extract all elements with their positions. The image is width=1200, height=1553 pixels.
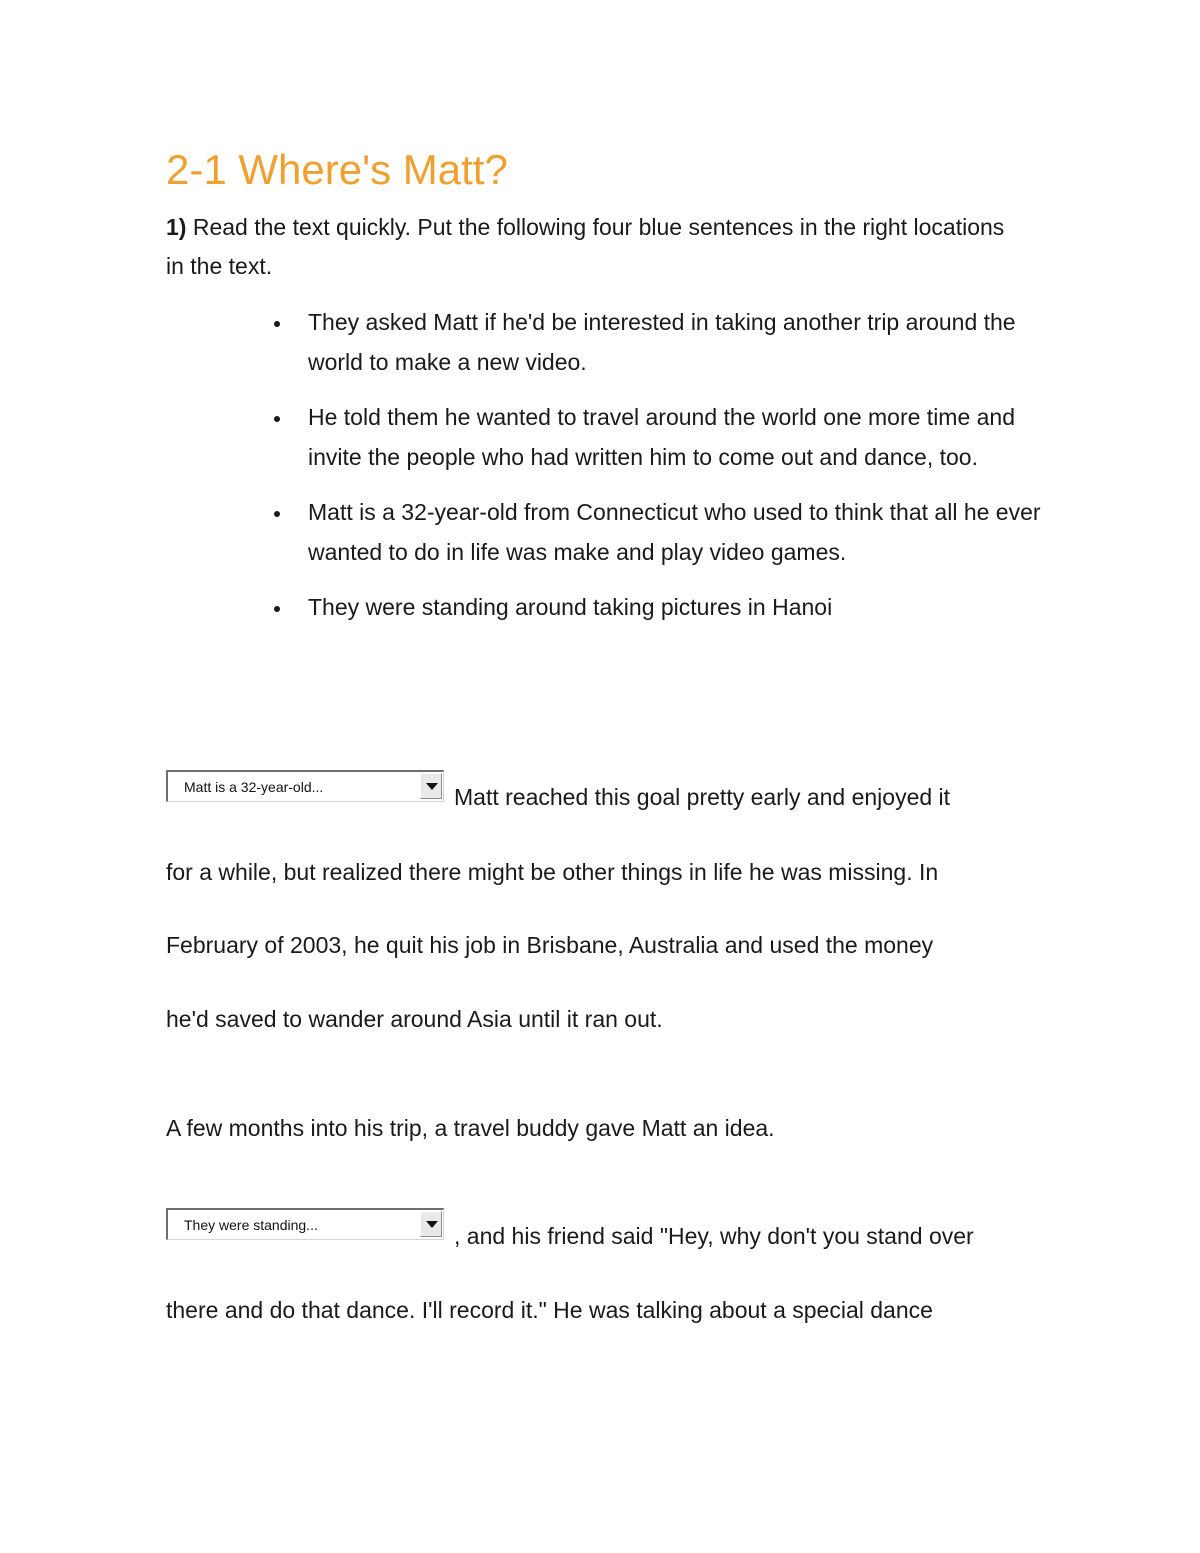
dropdown-value: Matt is a 32-year-old... — [184, 779, 324, 795]
sentence-dropdown-1[interactable] — [166, 770, 444, 802]
list-item: He told them he wanted to travel around the world one more time and invite the people who had written him to come out and dance, too. — [308, 397, 1048, 477]
sentence-dropdown-2[interactable] — [166, 1208, 444, 1240]
paragraph3-line-2: there and do that dance. I'll record it." He was talking about a special dance — [166, 1297, 933, 1323]
paragraph1-line-3: February of 2003, he quit his job in Brisbane, Australia and used the money — [166, 932, 934, 958]
paragraph1-line-4: he'd saved to wander around Asia until it ran out. — [166, 1006, 663, 1032]
paragraph3-line-1: , and his friend said "Hey, why don't you stand over — [454, 1223, 974, 1249]
list-item: They were standing around taking pictures in Hanoi — [308, 587, 1048, 627]
list-item: They asked Matt if he'd be interested in taking another trip around the world to make a new video. — [308, 302, 1048, 382]
chevron-down-icon — [426, 1221, 438, 1228]
paragraph1-line-1: Matt reached this goal pretty early and enjoyed it — [454, 784, 951, 810]
instruction-number: 1) — [166, 214, 187, 240]
sentence-list — [308, 302, 1048, 642]
paragraph1-line-2: for a while, but realized there might be other things in life he was missing. In — [166, 859, 939, 885]
dropdown-button[interactable] — [420, 1211, 442, 1237]
dropdown-button[interactable] — [420, 773, 442, 799]
page-title: 2-1 Where's Matt? — [166, 146, 508, 193]
instructions — [166, 208, 1026, 286]
paragraph2-line-1: A few months into his trip, a travel buddy gave Matt an idea. — [166, 1115, 775, 1141]
chevron-down-icon — [426, 783, 438, 790]
instruction-text: Read the text quickly. Put the following four blue sentences in the right locations in the text. — [166, 214, 1005, 279]
list-item: Matt is a 32-year-old from Connecticut who used to think that all he ever wanted to do in life was make and play video games. — [308, 492, 1048, 572]
dropdown-value: They were standing... — [184, 1217, 318, 1233]
